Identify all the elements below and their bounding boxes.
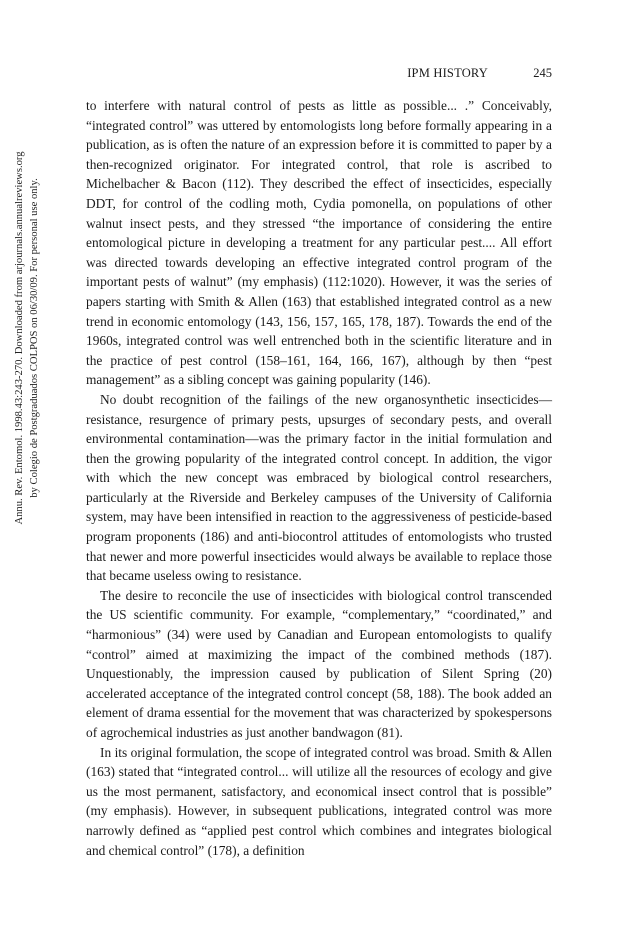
emphasis: integrated control [183,764,279,780]
paragraph-3: The desire to reconcile the use of insecticides with biological control transcended the US scientific community. For example, “complementary,” “coordinated,” and “harmonious” (34) were used by Canadian and European entomologists to qualify “control” aimed at maximizing the impact of the combined methods (187). Unquestionably, the impression caused by publication of Silent Spring (20) accelerated acceptance of the integrated control concept (58, 188). The book added an element of drama essential for the movement that was characterized by spokespersons of agrochemical industries as just another bandwagon (81). [86,587,552,740]
paragraph-1: to interfere with natural control of pests as little as possible... .” Conceivably, “integrated control” was uttered by entomologists long before formally appearing in a publication, as is often the nature of an expression before it is committed to paper by a then-recognized originator. For integrated control, that role is ascribed to Michelbacher & Bacon (112). They described the effect of insecticides, especially DDT, for control of the codling moth, Cydia pomonella, on populations of other walnut insect pests, and they stressed “the importance of considering the entire entomological picture in developing a treatment for any particular pest.... All effort was directed towards developing an effective integrated control program of the important pests of walnut” (my emphasis) (112:1020). However, it was the series of papers starting with Smith & Allen (163) that established integrated control as a new trend in economic entomology (143, 156, 157, 165, 178, 187). Towards the end of the 1960s, integrated control was well entrenched both in the scientific literature and in the practice of pest control (158–161, 164, 166, 167), although by then “pest management” as a sibling concept was gaining popularity (146). [86,98,552,388]
emphasis: integrated control [357,254,457,270]
watermark-line-2: by Colegio de Postgraduados COLPOS on 06/30/09. For personal use only. [28,178,40,498]
running-header [86,66,552,82]
paragraph-4: In its original formulation, the scope of integrated control was broad. Smith & Allen (163) stated that “integrated control... will utilize all the resources of ecology and give us the most permanent, satisfactory, and economical insect control that is possible” (my emphasis). However, in subsequent publications, integrated control was more narrowly defined as “applied pest control which combines and integrates biological and chemical control” (178), a definition [86,744,552,858]
running-title: IPM HISTORY [407,66,488,80]
species-name: Cydia pomonella [313,195,409,211]
page-number: 245 [533,66,552,80]
book-title: Silent Spring [442,666,520,682]
watermark-line-1: Annu. Rev. Entomol. 1998.43:243-270. Downloaded from arjournals.annualreviews.org [14,151,25,525]
article-body [86,96,552,860]
download-watermark [13,128,53,548]
paragraph-2: No doubt recognition of the failings of the new organosynthetic insecticides—resistance, resurgence of primary pests, upsurges of secondary pests, and overall environmental contamination—was the primary factor in the initial formulation and then the growing popularity of the integrated control concept. In addition, the vigor with which the new concept was embraced by biological control researchers, particularly at the Riverside and Berkeley campuses of the University of California system, may have been intensified in reaction to the aggressiveness of pesticide-based program proponents (186) and anti-biocontrol attitudes of entomologists who trusted that newer and more powerful insecticides would always be available to replace those that became useless owing to resistance. [86,391,552,584]
